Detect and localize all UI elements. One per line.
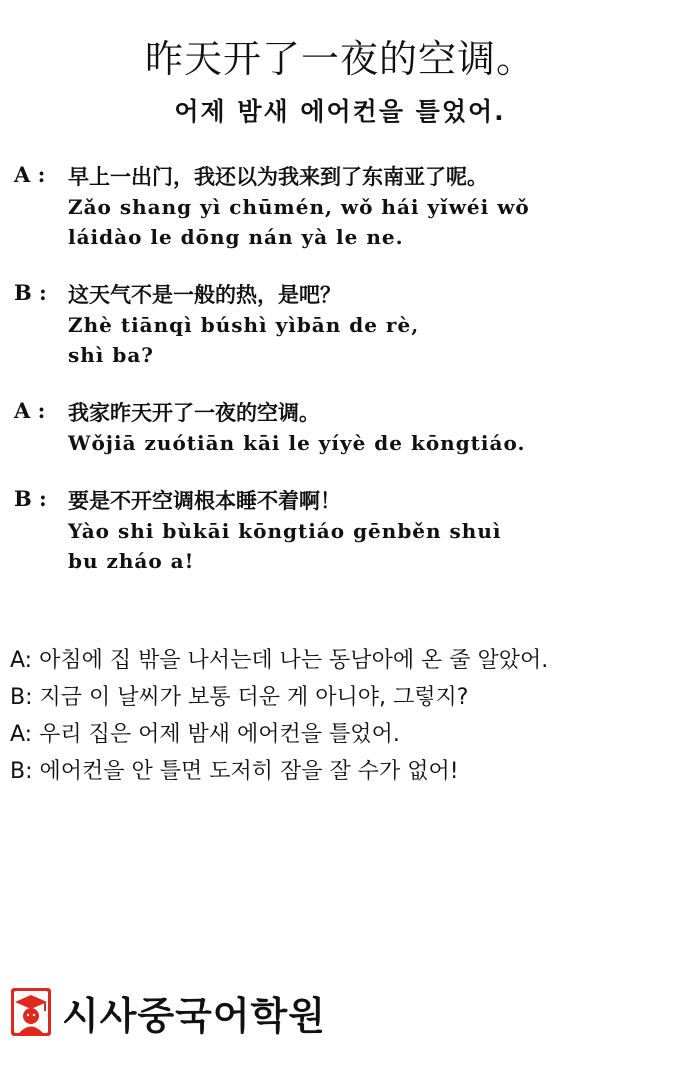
logo-text: 시사중국어학원	[62, 993, 326, 1038]
academy-logo	[10, 986, 326, 1038]
title-chinese: 昨天开了一夜的空调。	[144, 37, 535, 81]
chinese-line: 我家昨天开了一夜的空调。	[68, 400, 320, 425]
translation-line: A: 아침에 집 밖을 나서는데 나는 동남아에 온 줄 알았어.	[10, 648, 549, 673]
translation-line: A: 우리 집은 어제 밤새 에어컨을 틀었어.	[10, 722, 400, 747]
turn-body	[68, 398, 664, 458]
graduate-cap-emblem-icon	[10, 987, 52, 1037]
chinese-line: 早上一出门，我还以为我来到了东南亚了呢。	[68, 164, 488, 189]
chinese-line: 要是不开空调根本睡不着啊！	[68, 488, 341, 513]
dialogue-section	[14, 162, 664, 604]
dialogue-turn	[14, 280, 664, 370]
speaker-label: A :	[14, 162, 46, 187]
pinyin-line: Zhè tiānqì búshì yìbān de rè,	[68, 313, 420, 337]
korean-translations	[10, 642, 675, 790]
turn-body	[68, 280, 664, 370]
speaker-label: B :	[14, 486, 47, 511]
dialogue-turn	[14, 486, 664, 576]
speaker-label: B :	[14, 280, 47, 305]
pinyin-line: láidào le dōng nán yà le ne.	[68, 225, 404, 249]
pinyin-line: Wǒjiā zuótiān kāi le yíyè de kōngtiáo.	[68, 431, 526, 455]
pinyin-line: bu zháo a!	[68, 549, 195, 573]
chinese-line: 这天气不是一般的热，是吧？	[68, 282, 341, 307]
pinyin-line: Zǎo shang yì chūmén, wǒ hái yǐwéi wǒ	[68, 195, 530, 219]
title-korean: 어제 밤새 에어컨을 틀었어.	[174, 97, 506, 126]
speaker-label: A :	[14, 398, 46, 423]
dialogue-turn	[14, 398, 664, 458]
translation-line: B: 에어컨을 안 틀면 도저히 잠을 잘 수가 없어!	[10, 759, 459, 784]
turn-body	[68, 486, 664, 576]
pinyin-line: Yào shi bùkāi kōngtiáo gēnběn shuì	[68, 519, 502, 543]
dialogue-turn	[14, 162, 664, 252]
pinyin-line: shì ba?	[68, 343, 155, 367]
translation-line: B: 지금 이 날씨가 보통 더운 게 아니야, 그렇지?	[10, 685, 469, 710]
turn-body	[68, 162, 664, 252]
